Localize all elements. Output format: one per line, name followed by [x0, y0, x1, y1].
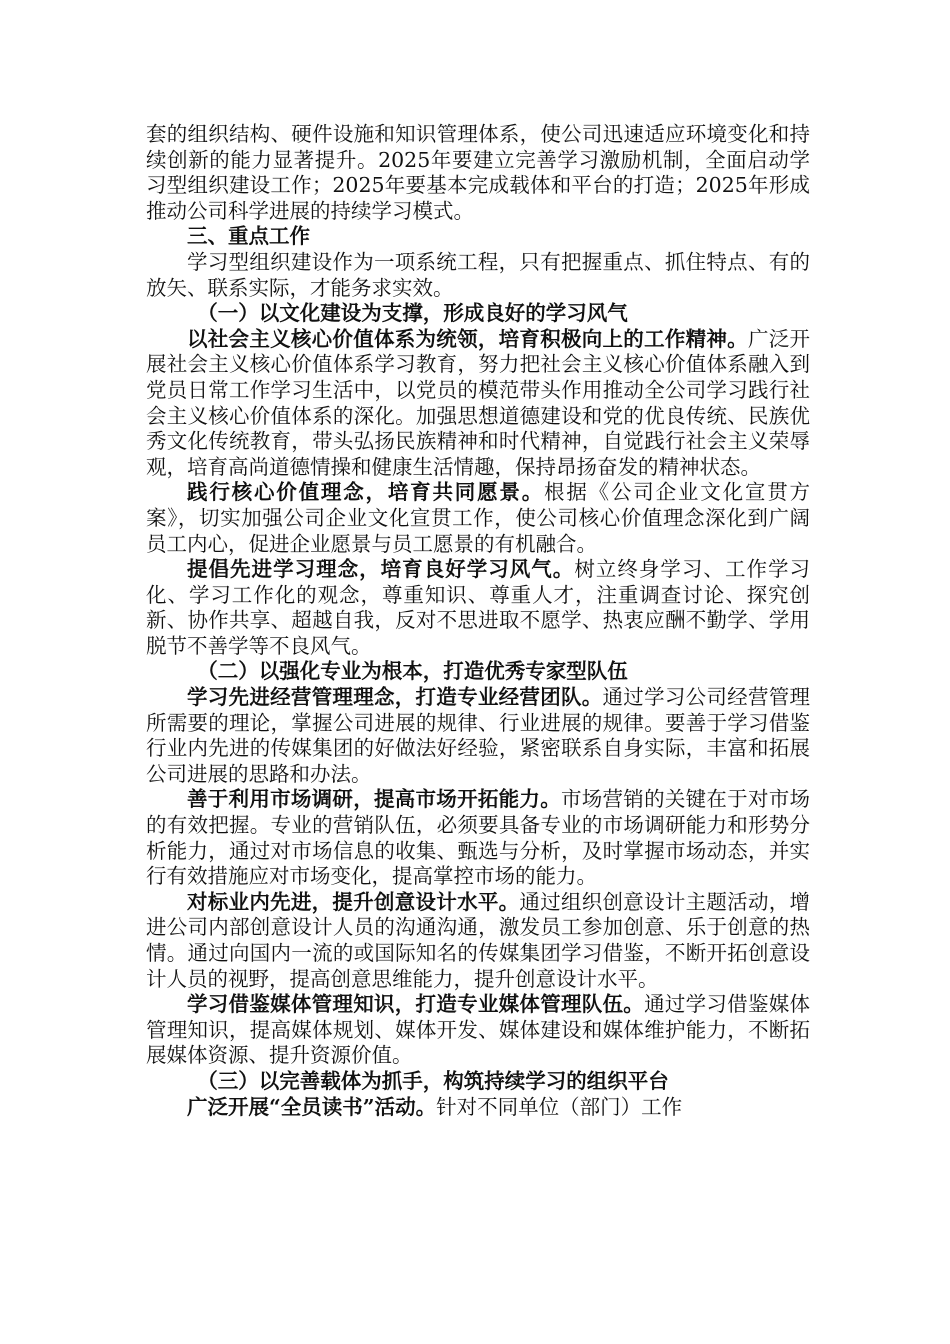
lead-sentence: 对标业内先进，提升创意设计水平。	[187, 889, 520, 914]
lead-sentence: 践行核心价值理念，培育共同愿景。	[187, 480, 545, 505]
paragraph-text: 针对不同单位（部门）工作	[436, 1094, 683, 1119]
paragraph-shared-vision	[146, 480, 810, 557]
paragraph-management-team	[146, 685, 810, 787]
lead-sentence: 学习借鉴媒体管理知识，打造专业媒体管理队伍。	[187, 992, 645, 1017]
paragraph-text: 市场营销的关键在于对市场的有效把握。专业的营销队伍，必须要具备专业的市场调研能力和形势分析能力，通过对市场信息的收集、甄选与分析，及时掌握市场动态，并实行有效措施应对市场变化，提高掌控市场的能力。	[146, 787, 811, 889]
lead-sentence: 广泛开展“全员读书”活动。	[187, 1094, 437, 1119]
subsection-heading-2: （二）以强化专业为根本，打造优秀专家型队伍	[197, 659, 628, 684]
document-body	[146, 122, 810, 1120]
paragraph-text: 广泛开展社会主义核心价值体系学习教育，努力把社会主义核心价值体系融入到党员日常工作学习生活中，以党员的模范带头作用推动全公司学习践行社会主义核心价值体系的深化。加强思想道德建设和党的优良传统、民族优秀文化传统教育，带头弘扬民族精神和时代精神，自觉践行社会主义荣辱观，培育高尚道德情操和健康生活情趣，保持昂扬奋发的精神状态。	[146, 326, 811, 479]
paragraph-goal-continuation: 套的组织结构、硬件设施和知识管理体系，使公司迅速适应环境变化和持续创新的能力显著提升。2025年要建立完善学习激励机制，全面启动学习型组织建设工作；2025年要基本完成载体和平台的打造；2025年形成推动公司科学进展的持续学习模式。	[146, 122, 810, 223]
paragraph-market-research	[146, 787, 810, 889]
paragraph-text: 根据《公司企业文化宣贯方案》，切实加强公司企业文化宣贯工作，使公司核心价值理念深化到广阔员工内心，促进企业愿景与员工愿景的有机融合。	[146, 480, 811, 556]
section-heading-key-work: 三、重点工作	[187, 224, 310, 249]
lead-sentence: 学习先进经营管理理念，打造专业经营团队。	[187, 685, 603, 710]
paragraph-text: 通过学习借鉴媒体管理知识，提高媒体规划、媒体开发、媒体建设和媒体维护能力，不断拓展媒体资源、提升资源价值。	[146, 992, 811, 1068]
lead-sentence: 提倡先进学习理念，培育良好学习风气。	[187, 557, 575, 582]
subsection-heading-1: （一）以文化建设为支撑，形成良好的学习风气	[197, 301, 628, 326]
subsection-heading-3: （三）以完善载体为抓手，构筑持续学习的组织平台	[197, 1068, 669, 1093]
paragraph-creative-design	[146, 890, 810, 992]
paragraph-reading-activity	[146, 1095, 810, 1121]
paragraph-text: 通过组织创意设计主题活动，增进公司内部创意设计人员的沟通沟通，激发员工参加创意、乐于创意的热情。通过向国内一流的或国际知名的传媒集团学习借鉴，不断开拓创意设计人员的视野，提高创意思维能力，提升创意设计水平。	[146, 889, 811, 991]
paragraph-text: 树立终身学习、工作学习化、学习工作化的观念，尊重知识、尊重人才，注重调查讨论、探究创新、协作共享、超越自我，反对不思进取不愿学、热衷应酬不勤学、学用脱节不善学等不良风气。	[146, 557, 811, 658]
paragraph-text: 通过学习公司经营管理所需要的理论，掌握公司进展的规律、行业进展的规律。要善于学习借鉴行业内先进的传媒集团的好做法好经验，紧密联系自身实际，丰富和拓展公司进展的思路和办法。	[146, 685, 811, 786]
paragraph-core-values	[146, 327, 810, 481]
paragraph-media-management	[146, 992, 810, 1069]
paragraph-key-work-intro: 学习型组织建设作为一项系统工程，只有把握重点、抓住特点、有的放矢、联系实际，才能务求实效。	[146, 249, 810, 300]
paragraph-learning-culture	[146, 557, 810, 659]
lead-sentence: 以社会主义核心价值体系为统领，培育积极向上的工作精神。	[187, 326, 748, 351]
lead-sentence: 善于利用市场调研，提高市场开拓能力。	[187, 787, 561, 812]
